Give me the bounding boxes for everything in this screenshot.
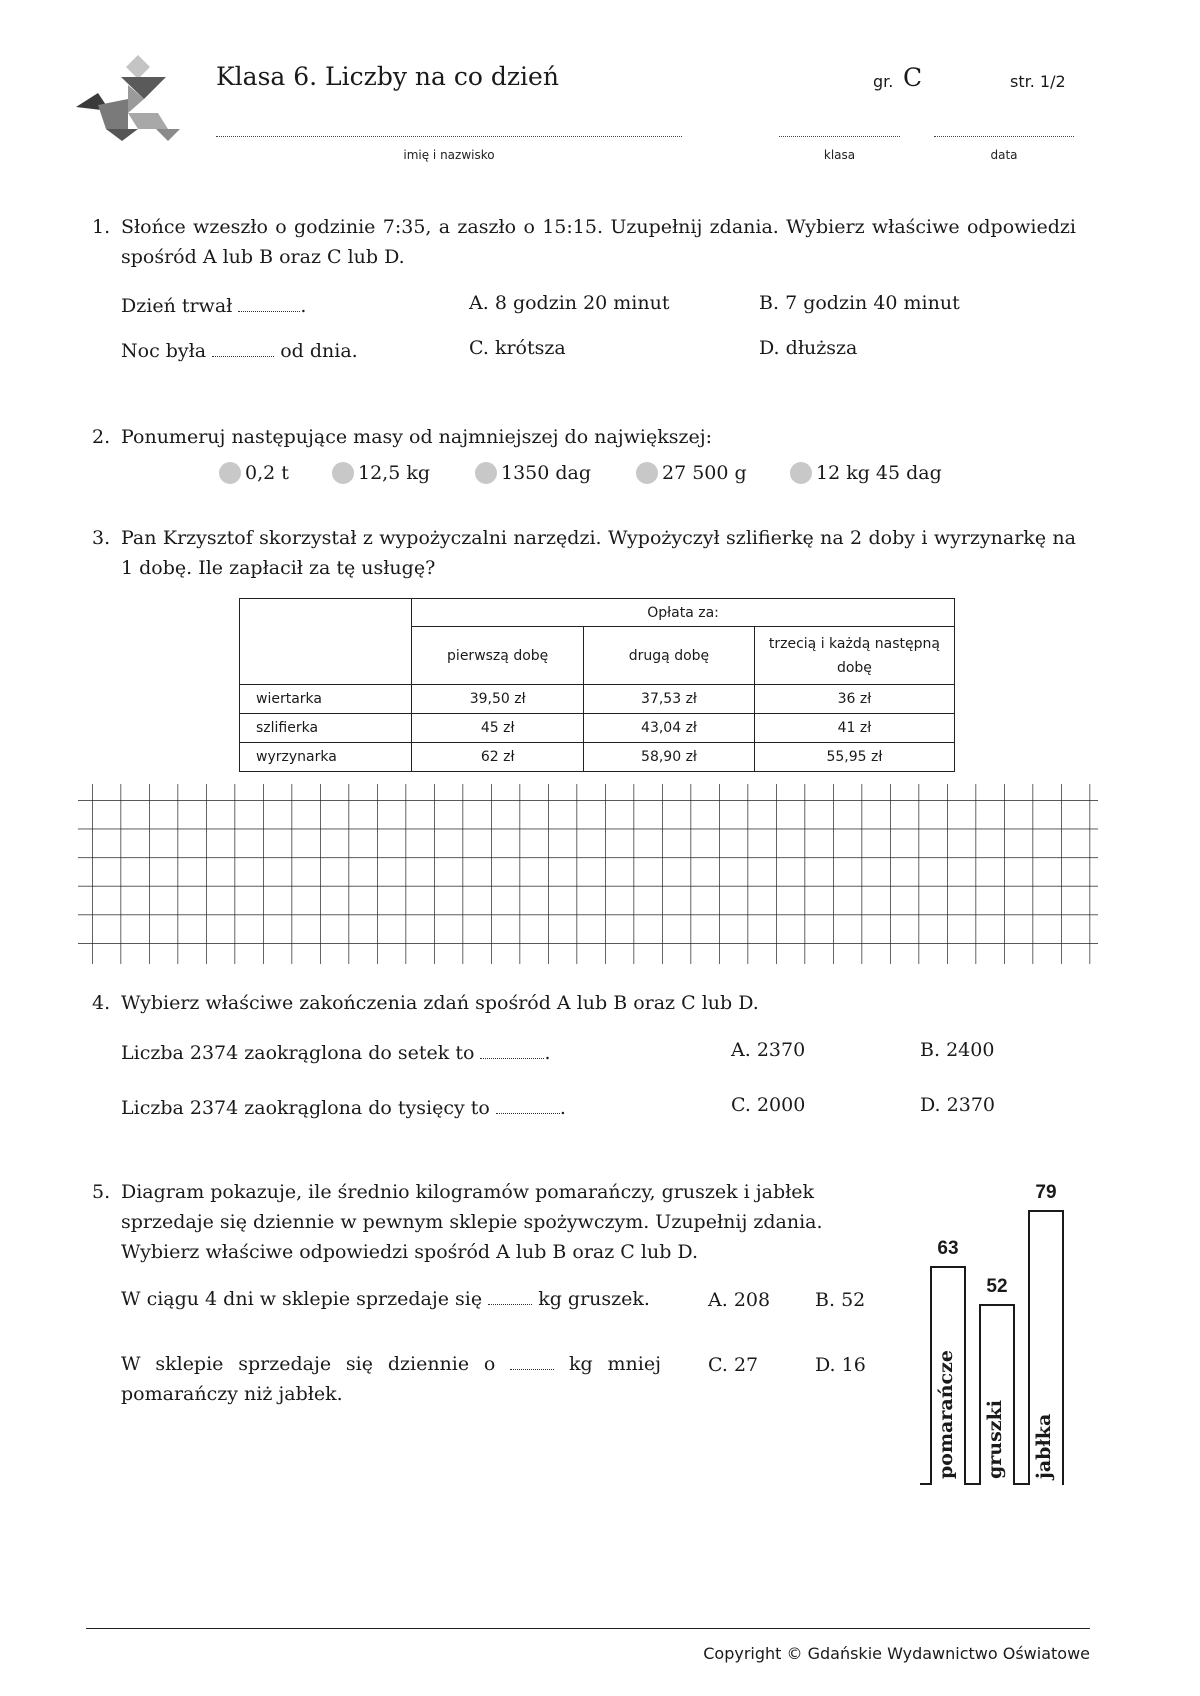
q5-text: Diagram pokazuje, ile średnio kilogramów pomarańczy, gruszek i jabłek sprzedaje się dziennie w pewnym sklepie spożywczym. Uzupełnij zdania. Wybierz właściwe odpowiedzi spośród A lub B oraz C lub D. [121,1181,823,1263]
q5-option-c-text: 27 [733,1354,759,1376]
mass-item[interactable] [790,462,942,484]
fee-header-group: Opłata za: [412,599,955,627]
q4-option-b-letter: B. [920,1039,941,1061]
circle-icon[interactable] [790,462,812,484]
q1-text: Słońce wzeszło o godzinie 7:35, a zaszło o 15:15. Uzupełnij zdania. Wybierz właściwe odpowiedzi spośród A lub B oraz C lub D. [121,216,1076,268]
q5-sentence-1-end: kg gruszek. [538,1288,650,1310]
table-cell: 37,53 zł [584,685,755,714]
q1-sentence-1-start: Dzień trwał [121,295,233,317]
circle-icon[interactable] [332,462,354,484]
q4-text: Wybierz właściwe zakończenia zdań spośród A lub B oraz C lub D. [121,992,759,1014]
q1-blank-2[interactable] [212,337,274,357]
q5-option-a-text: 208 [733,1289,771,1311]
q1-option-c[interactable] [469,337,566,359]
group-label: gr. [873,72,894,91]
q4-option-c[interactable] [731,1094,805,1116]
q2-number: 2. [92,426,111,448]
mass-item[interactable] [332,462,430,484]
footer-rule [86,1628,1090,1629]
q5-number: 5. [92,1181,111,1203]
table-cell: 45 zł [412,714,584,743]
q5-sentence-2 [121,1349,661,1409]
q4-option-a-letter: A. [731,1039,751,1061]
q5-option-b-letter: B. [815,1289,836,1311]
q1-option-d-text: dłuższa [785,337,858,359]
q1-sentence-2-end: od dnia. [280,340,358,362]
column-header: drugą dobę [584,627,755,685]
table-row [240,743,955,772]
q1-sentence-1 [121,292,306,317]
table-cell: 58,90 zł [584,743,755,772]
q5-option-c[interactable] [708,1354,758,1376]
class-field[interactable] [779,136,900,137]
q5-blank-1[interactable] [488,1285,532,1305]
q4-option-d[interactable] [920,1094,995,1116]
q1-option-b[interactable] [759,292,960,314]
table-row [240,714,955,743]
circle-icon[interactable] [219,462,241,484]
q1-option-d-letter: D. [759,337,780,359]
q4-option-c-letter: C. [731,1094,751,1116]
column-header: trzecią i każdą następną dobę [754,627,954,685]
copyright: Copyright © Gdańskie Wydawnictwo Oświatowe [703,1644,1090,1663]
q5-blank-2[interactable] [510,1350,554,1370]
table-cell: 62 zł [412,743,584,772]
bar-value-label: 63 [937,1238,959,1259]
q1-number: 1. [92,216,111,238]
q5-sentence-2-start: W sklepie sprzedaje się dziennie o [121,1353,496,1375]
date-field-label: data [990,148,1018,162]
mass-item[interactable] [636,462,747,484]
date-field[interactable] [934,136,1074,137]
q4-blank-1[interactable] [480,1039,544,1059]
q1-option-c-text: krótsza [494,337,566,359]
mass-label: 27 500 g [662,462,747,484]
publisher-logo [76,55,180,147]
bar-value-label: 79 [1035,1182,1057,1203]
tool-name: szlifierka [240,714,412,743]
bar-category-label: pomarańcze [935,1350,957,1479]
q5-sentence-2-end: kg mniej pomarańczy niż jabłek. [121,1353,661,1405]
table-cell: 55,95 zł [754,743,954,772]
q5-option-d-text: 16 [841,1354,866,1376]
q5-option-b-text: 52 [841,1289,866,1311]
fruit-sales-chart [920,1170,1070,1490]
q3-number: 3. [92,527,111,549]
q4-option-b-text: 2400 [946,1039,995,1061]
q1-sentence-2-start: Noc była [121,340,207,362]
q4-blank-2[interactable] [496,1094,560,1114]
q4-sentence-1-end: . [544,1042,551,1064]
q4-option-a[interactable] [731,1039,805,1061]
q5-sentence-1-start: W ciągu 4 dni w sklepie sprzedaje się [121,1288,483,1310]
worksheet-title: Klasa 6. Liczby na co dzień [216,62,559,91]
table-cell: 39,50 zł [412,685,584,714]
table-cell: 43,04 zł [584,714,755,743]
q4-sentence-2 [121,1094,566,1119]
mass-label: 1350 dag [501,462,592,484]
q5-sentence-1 [121,1284,661,1314]
q1-option-b-letter: B. [759,292,780,314]
q4-option-d-letter: D. [920,1094,941,1116]
bar-value-label: 52 [986,1276,1008,1297]
q5-option-d[interactable] [815,1354,866,1376]
mass-label: 12 kg 45 dag [816,462,942,484]
q1-blank-1[interactable] [238,292,300,312]
q4-option-b[interactable] [920,1039,994,1061]
q4-sentence-2-end: . [559,1097,566,1119]
mass-item[interactable] [219,462,289,484]
mass-label: 12,5 kg [358,462,431,484]
q2-text: Ponumeruj następujące masy od najmniejszej do największej: [121,426,713,448]
q5-option-c-letter: C. [708,1354,728,1376]
q4-number: 4. [92,992,111,1014]
q1-option-a-text: 8 godzin 20 minut [494,292,670,314]
q3-text: Pan Krzysztof skorzystał z wypożyczalni narzędzi. Wypożyczył szlifierkę na 2 doby i wyrzynarkę na 1 dobę. Ile zapłacił za tę usługę? [121,527,1076,579]
table-row [240,685,955,714]
q5-option-a[interactable] [708,1289,770,1311]
tool-name: wyrzynarka [240,743,412,772]
q4-sentence-1-start: Liczba 2374 zaokrąglona do setek to [121,1042,475,1064]
circle-icon[interactable] [475,462,497,484]
bar-category-label: gruszki [984,1400,1006,1479]
q1-option-b-text: 7 godzin 40 minut [785,292,960,314]
table-cell: 36 zł [754,685,954,714]
q1-option-a[interactable] [469,292,670,314]
rental-fee-table [239,598,955,772]
q4-option-c-text: 2000 [756,1094,806,1116]
q4-sentence-1 [121,1039,551,1064]
class-field-label: klasa [823,148,856,162]
q5-option-b[interactable] [815,1289,865,1311]
answer-grid[interactable] [78,784,1098,964]
q4-option-a-text: 2370 [756,1039,806,1061]
q5-option-a-letter: A. [708,1289,728,1311]
tool-name: wiertarka [240,685,412,714]
bar-category-label: jabłka [1033,1413,1055,1479]
q4-sentence-2-start: Liczba 2374 zaokrąglona do tysięcy to [121,1097,490,1119]
name-field[interactable] [216,136,682,137]
mass-item[interactable] [475,462,591,484]
q1-option-d[interactable] [759,337,857,359]
mass-label: 0,2 t [245,462,289,484]
table-corner-cell [240,599,412,685]
q1-option-a-letter: A. [469,292,489,314]
column-header: pierwszą dobę [412,627,584,685]
q5-option-d-letter: D. [815,1354,836,1376]
q1-sentence-2 [121,337,358,362]
table-cell: 41 zł [754,714,954,743]
q1-option-c-letter: C. [469,337,489,359]
q1-sentence-1-end: . [300,295,307,317]
group-value: C [903,63,923,92]
page-number: str. 1/2 [1010,72,1066,91]
q4-option-d-text: 2370 [946,1094,996,1116]
name-field-label: imię i nazwisko [403,148,495,162]
circle-icon[interactable] [636,462,658,484]
